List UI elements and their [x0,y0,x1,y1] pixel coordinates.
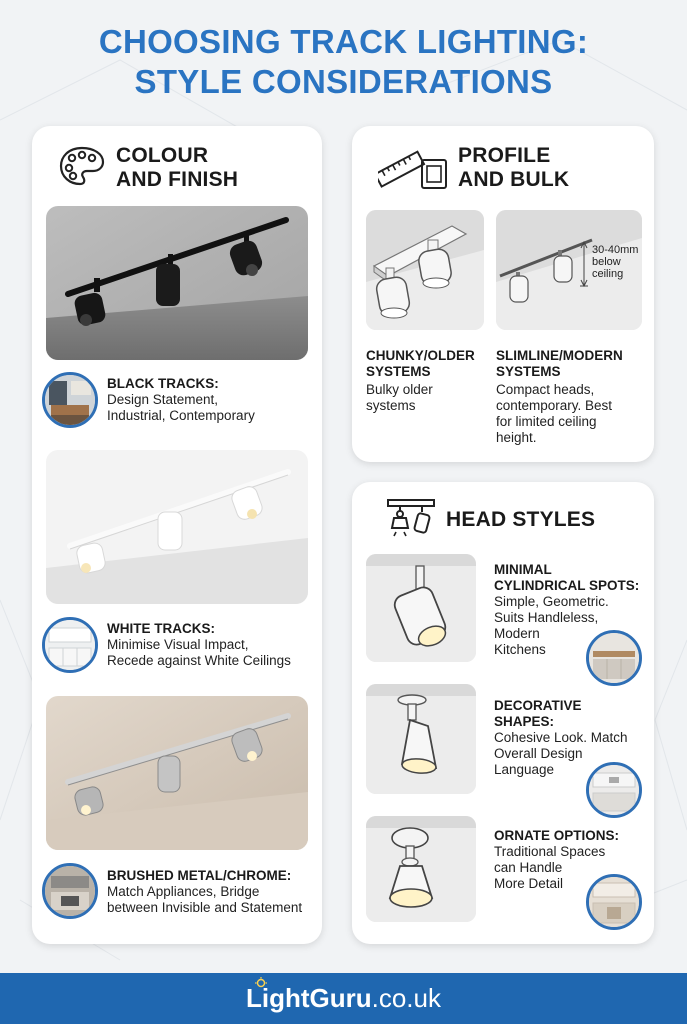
profile-bulk-card [352,126,654,462]
footer-bar [0,973,687,1024]
chunky-systems-text [366,348,492,414]
white-track-kitchen-thumbnail [42,617,98,673]
palette-icon [58,144,106,188]
colour-finish-card [32,126,322,944]
cylindrical-spot-illustration [366,554,476,662]
white-track-photo [46,450,308,604]
traditional-kitchen-thumbnail [586,874,642,930]
cylindrical-body-line3: Modern [494,626,540,641]
cylindrical-body-line1: Simple, Geometric. [494,594,609,609]
dimension-line1: 30-40mm [592,244,639,256]
slimline-title-line1: SLIMLINE/MODERN [496,348,623,363]
head-styles-card [352,482,654,944]
profile-bulk-heading: PROFILE AND BULK [458,144,570,191]
brushed-metal-track-photo [46,696,308,850]
ornate-title-line1: ORNATE OPTIONS: [494,828,620,843]
brushed-metal-line2: between Invisible and Statement [107,900,303,915]
slimline-body-line4: height. [496,430,537,445]
white-tracks-text [107,621,317,669]
slimline-systems-text [496,348,646,446]
slimline-body-line2: contemporary. Best [496,398,613,413]
decorative-title-line2: SHAPES: [494,714,555,729]
white-tracks-line2: Recede against White Ceilings [107,653,291,668]
white-tracks-title: WHITE TRACKS: [107,621,215,636]
ornate-body-line1: Traditional Spaces [494,844,606,859]
black-track-kitchen-thumbnail [42,372,98,428]
cylindrical-body-line2: Suits Handleless, [494,610,599,625]
dimension-line3: ceiling [592,268,624,280]
slimline-body-line3: for limited ceiling [496,414,597,429]
dimension-line2: below [592,256,621,268]
black-tracks-line1: Design Statement, [107,392,219,407]
brushed-metal-line1: Match Appliances, Bridge [107,884,260,899]
decorative-body-line1: Cohesive Look. Match [494,730,628,745]
ornate-body-line2: can Handle [494,860,563,875]
footer-domain[interactable]: .co.uk [371,983,441,1013]
white-tracks-line1: Minimise Visual Impact, [107,637,249,652]
ornate-head-illustration [366,816,476,922]
page-title: CHOOSING TRACK LIGHTING: STYLE CONSIDERATIONS [98,23,589,100]
black-tracks-text [107,376,317,424]
chunky-track-illustration [366,210,484,330]
brushed-metal-text [107,868,319,916]
slimline-title-line2: SYSTEMS [496,364,561,379]
cylindrical-title-line1: MINIMAL [494,562,552,577]
cylindrical-title-line2: CYLINDRICAL SPOTS: [494,578,640,593]
footer-brand[interactable]: LightGuru [245,983,372,1013]
ruler-icon [378,146,450,192]
decorative-body-line3: Language [494,762,555,777]
slimline-body-line1: Compact heads, [496,382,595,397]
brushed-metal-title: BRUSHED METAL/CHROME: [107,868,292,883]
chunky-title-line1: CHUNKY/OLDER [366,348,475,363]
handleless-kitchen-thumbnail [586,630,642,686]
ornate-body-line3: More Detail [494,876,564,891]
black-track-photo [46,206,308,360]
decorative-shape-illustration [366,684,476,794]
chunky-title-line2: SYSTEMS [366,364,431,379]
dimension-annotation [592,244,650,280]
chunky-body-line1: Bulky older [366,382,433,397]
decorative-kitchen-thumbnail [586,762,642,818]
cylindrical-body-line4: Kitchens [494,642,546,657]
decorative-title-line1: DECORATIVE [494,698,582,713]
head-styles-heading: HEAD STYLES [446,508,596,531]
black-tracks-line2: Industrial, Contemporary [107,408,255,423]
decorative-body-line2: Overall Design [494,746,583,761]
metal-track-kitchen-thumbnail [42,863,98,919]
black-tracks-title: BLACK TRACKS: [107,376,219,391]
spotlight-head-icon [386,496,436,540]
chunky-body-line2: systems [366,398,416,413]
colour-finish-heading: COLOUR AND FINISH [116,144,239,191]
